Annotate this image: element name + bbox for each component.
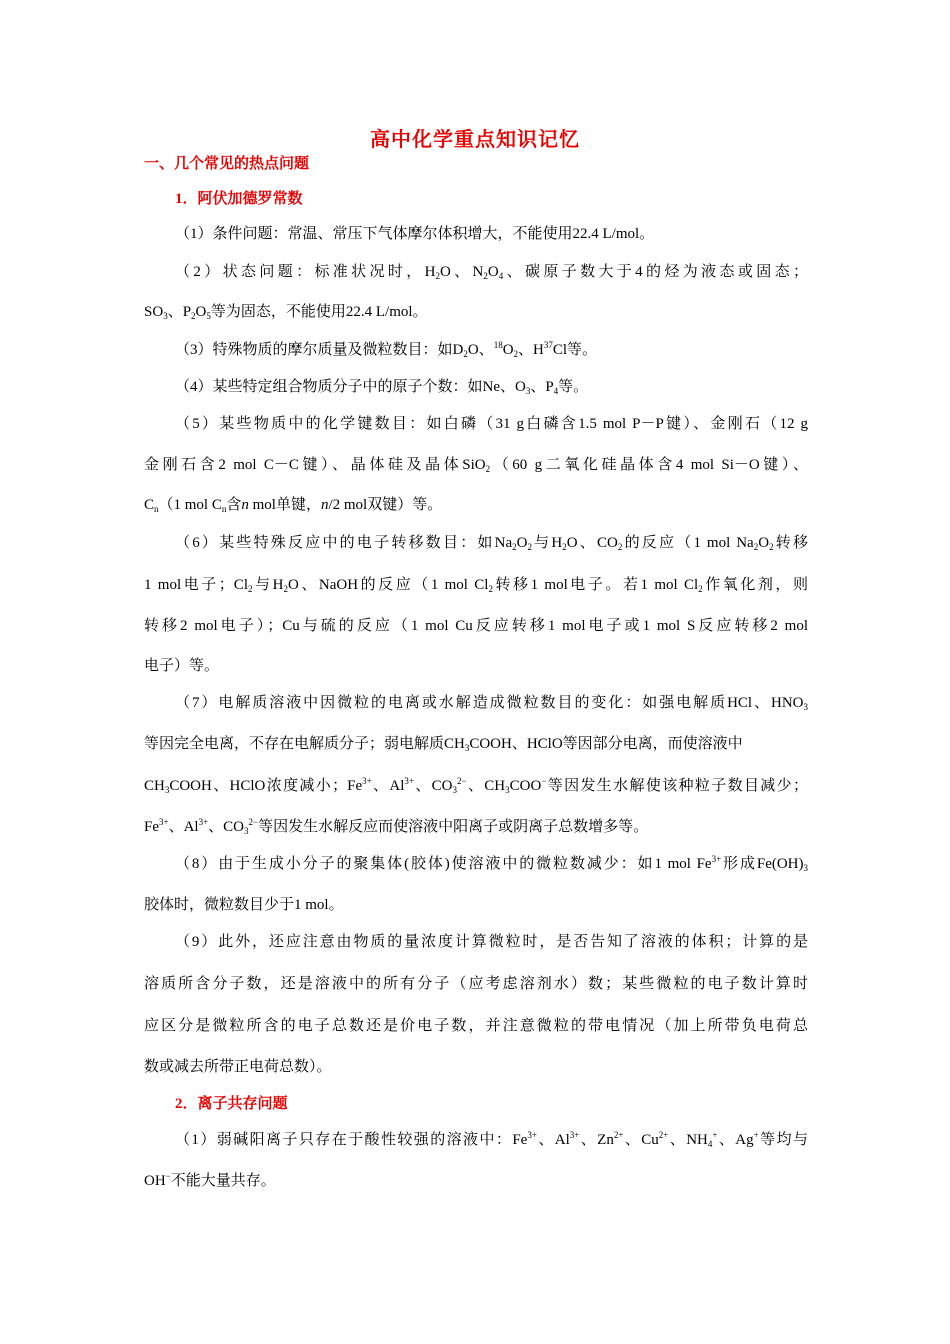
document-page: 高中化学重点知识记忆 一、几个常见的热点问题 1．阿伏加德罗常数 （1）条件问题：常温、常压下气体摩尔体积增大，不能使用22.4 L/mol。 （2）状态问题：标准状况时，$H_2O$、$N_2O_4$、碳原子数大于4的烃为液态或固态； $SO_3$、$P_2O_5$等为固态，不能使用22.4 L/mol。 （3）特殊物质的摩尔质量及微粒数目：如$D_2O$、$^{18}O_2$、$H^{37}Cl$等。 （4）某些特定组合物质分子中的原子个数：如Ne、$O_3$、$P_4$等。 （5）某些物质中的化学键数目：如白磷（31 g白磷含1.5 mol P－P键）、金刚石（12 g 金刚石含2 mol C－C键）、晶体硅及晶体SiO$_2$（60 g二氧化硅晶体含4 mol Si－O键）、 $C_n(1$ mol $C_n$含n mol单键，n/2 mol双键）等。 （6）某些特殊反应中的电子转移数目：如$Na_2O_2$与$H_2O$、$CO_2$的反应（1 mol $Na_2O_2$转移 1 mol电子；$Cl_2$与$H_2O$、NaOH的反应（1 mol $Cl_2$转移1 mol电子。若1 mol $Cl_2$作氧化剂，则 转移2 mol电子）；Cu与硫的反应（1 mol Cu反应转移1 mol电子或1 mol S反应转移2 mol 电子）等。 （7）电解质溶液中因微粒的电离或水解造成微粒数目的变化：如强电解质HCl、$HNO_3$ 等因完全电离，不存在电解质分子；弱电解质$CH_3COOH$、HClO等因部分电离，而使溶液中 $CH_3COOH$、HClO浓度减小；$Fe^{3+}$、$Al^{3+}$、$CO_3^{2-}$、$CH_3COO^-$等因发生水解使该种粒子数目减少； $Fe^{3+}$、$Al^{3+}$、$CO_3^{2-}$等因发生水解反应而使溶液中阳离子或阴离子总数增多等。 （8）由于生成小分子的聚集体(胶体)使溶液中的微粒数减少：如1 mol $Fe^{3+}$形成$Fe(OH)_3$ 胶体时，微粒数目少于1 mol。 （9）此外，还应注意由物质的量浓度计算微粒时，是否告知了溶液的体积；计算的是 溶质所含分子数，还是溶液中的所有分子（应考虑溶剂水）数；某些微粒的电子数计算时 应区分是微粒所含的电子总数还是价电子数，并注意微粒的带电情况（加上所带负电荷总 数或减去所带正电荷总数）。 2．离子共存问题 （1）弱碱阳离子只存在于酸性较强的溶液中：$Fe^{3+}$、$Al^{3+}$、$Zn^{2+}$、$Cu^{2+}$、$NH_4^+$、Ag+等均与 OH−不能大量共存。: [0, 0, 950, 1344]
topic-heading-avogadro: 1．阿伏加德罗常数: [175, 191, 303, 207]
section-heading: 一、几个常见的热点问题: [144, 156, 310, 172]
topic-heading-ion-coexistence: 2．离子共存问题: [175, 1096, 288, 1112]
page-title: 高中化学重点知识记忆: [370, 129, 580, 151]
